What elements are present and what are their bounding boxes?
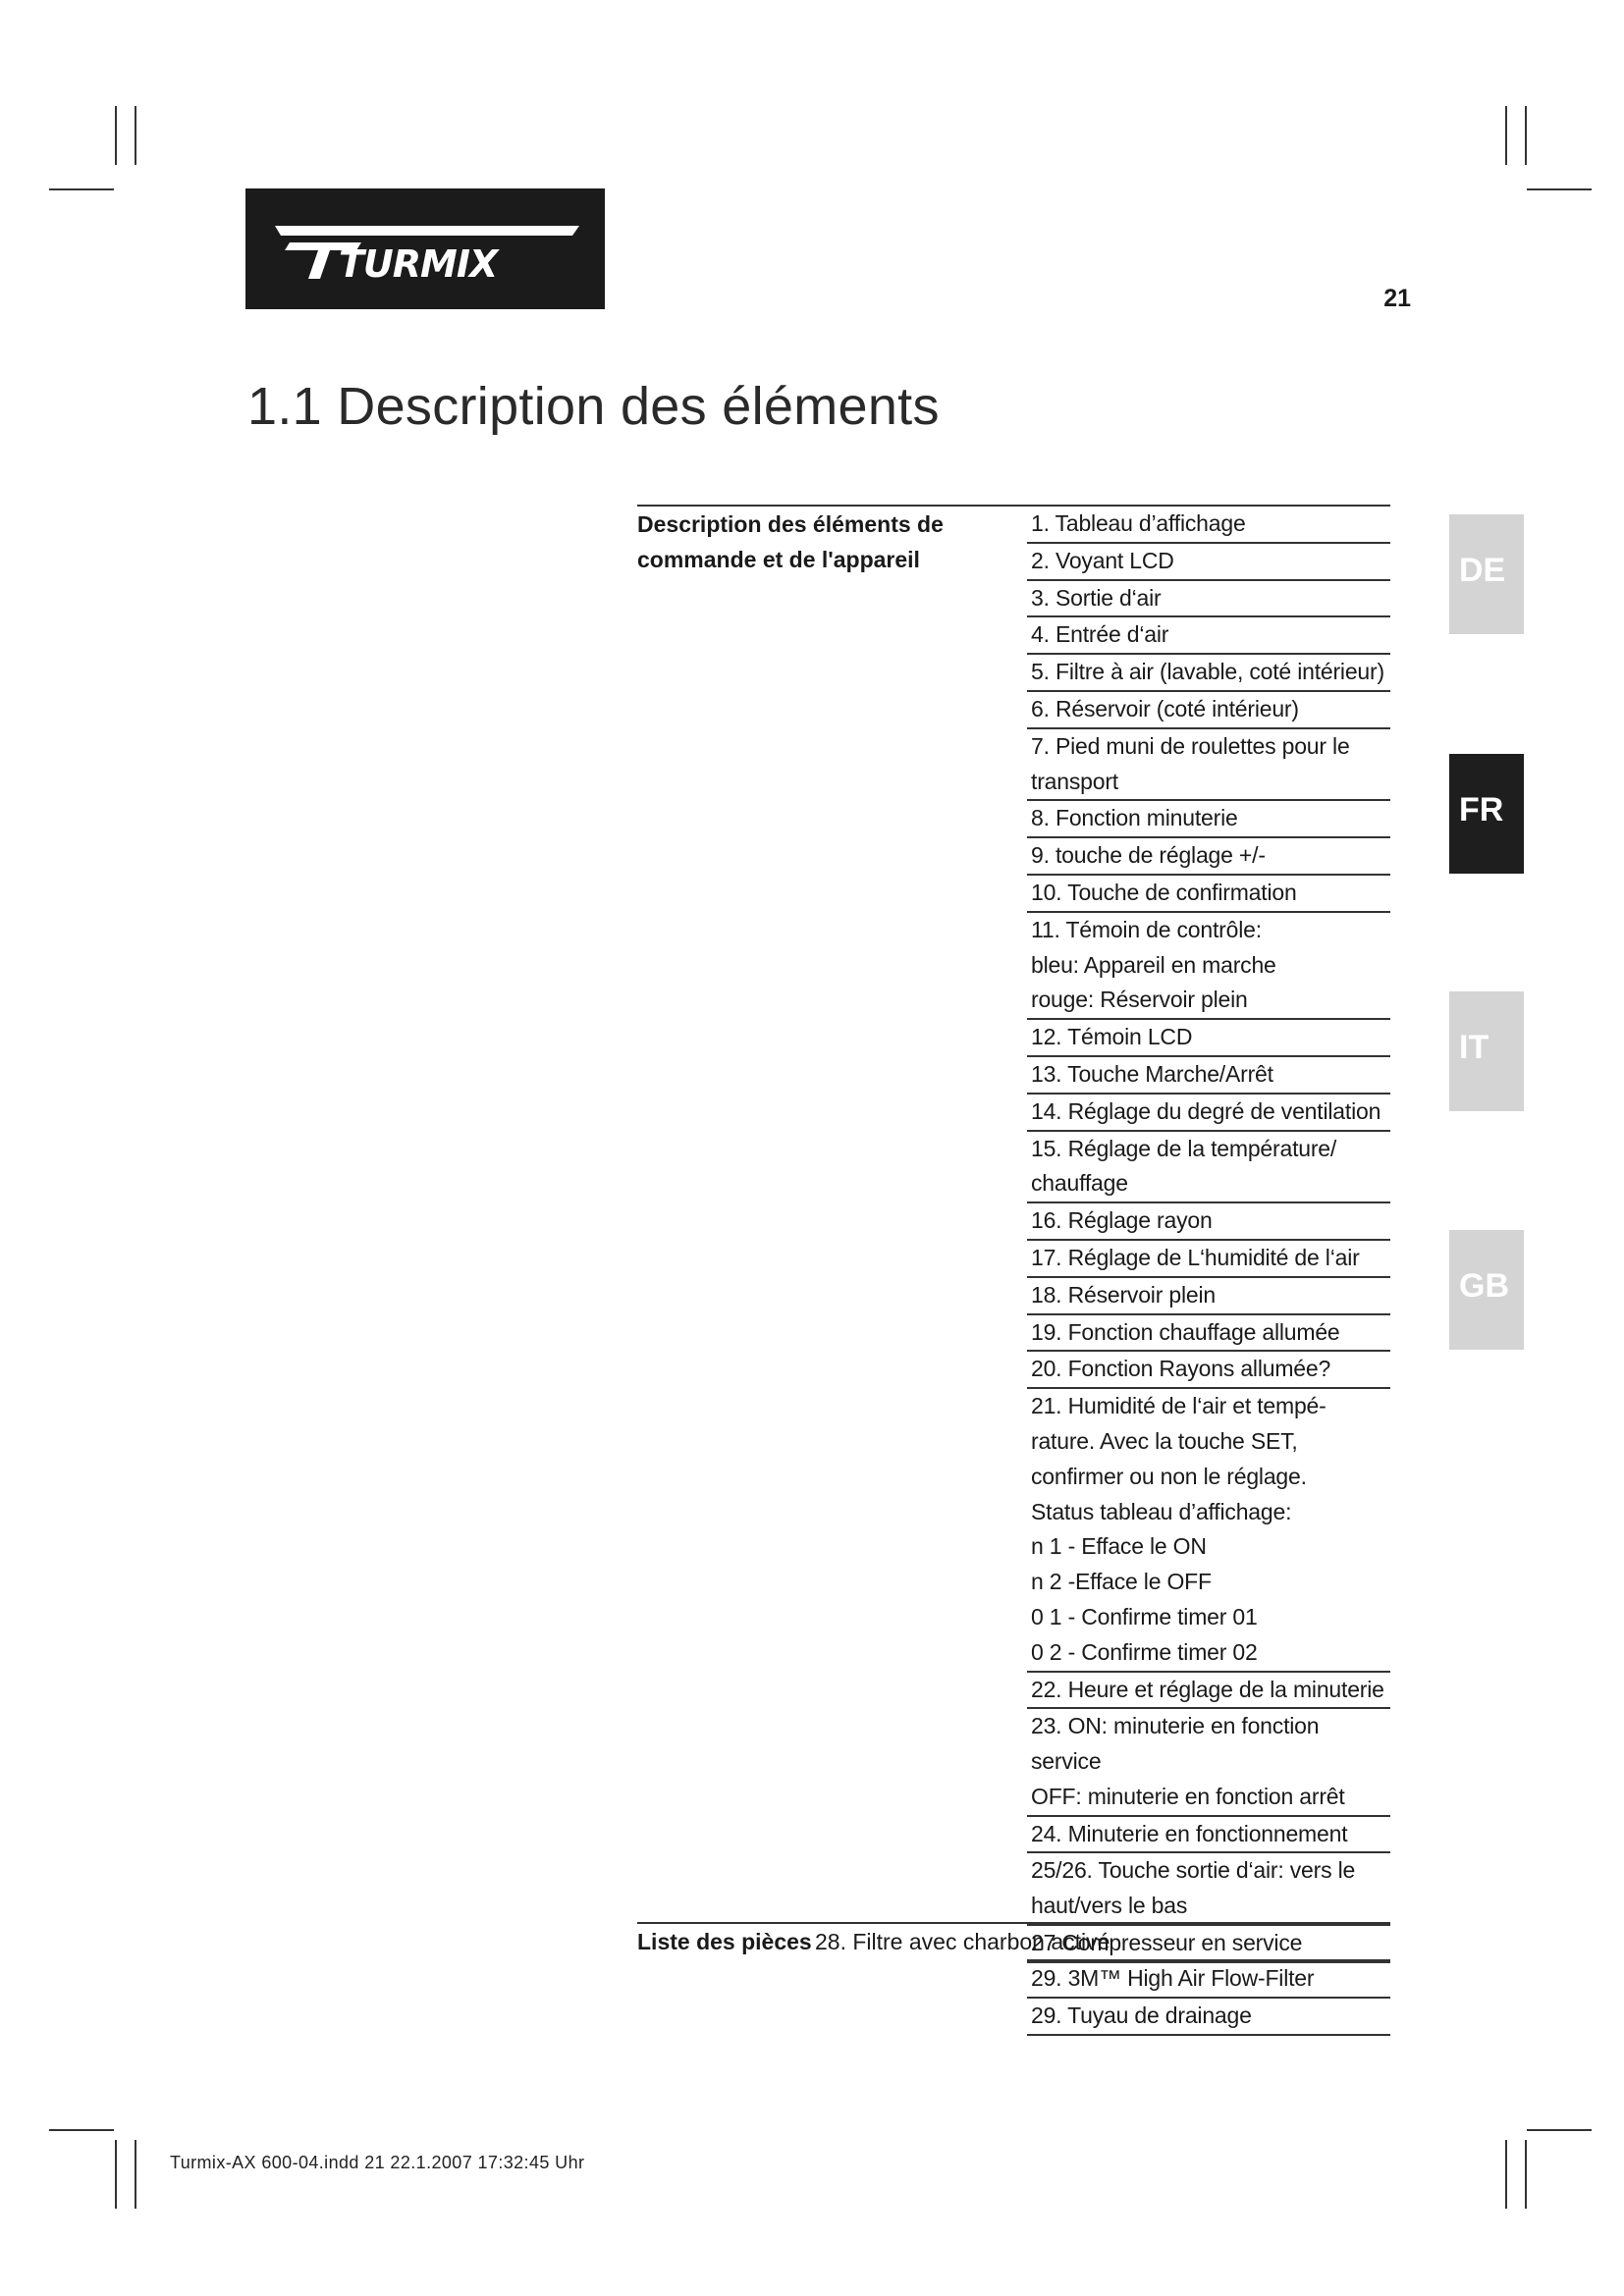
list-item: 17. Réglage de L‘humidité de l‘air xyxy=(1027,1241,1390,1278)
list-item: 29. Tuyau de drainage xyxy=(1027,1999,1390,2036)
description-items xyxy=(1027,507,1390,1963)
description-label: Description des éléments de commande et de l'appareil xyxy=(637,511,944,572)
parts-items xyxy=(1027,1961,1390,2036)
list-item: 25/26. Touche sortie d‘air: vers le haut/vers le bas xyxy=(1027,1853,1390,1926)
list-item: 9. touche de réglage +/- xyxy=(1027,838,1390,876)
crop-mark xyxy=(1505,2140,1507,2209)
crop-mark xyxy=(115,2140,117,2209)
crop-mark xyxy=(135,2140,136,2209)
list-item: 22. Heure et réglage de la minuterie xyxy=(1027,1673,1390,1710)
crop-mark xyxy=(135,106,136,165)
list-item: 2. Voyant LCD xyxy=(1027,544,1390,581)
crop-mark xyxy=(1527,188,1592,190)
list-item: 21. Humidité de l‘air et tempé- rature. Avec la touche SET, confirmer ou non le réglage. Status tableau d’affichage: n 1 - Efface le ON n 2 -Efface le OFF 0 1 - Confirme timer 01 0 2 - Confirme timer 02 xyxy=(1027,1389,1390,1672)
list-item: 6. Réservoir (coté intérieur) xyxy=(1027,692,1390,729)
crop-mark xyxy=(1505,106,1507,165)
list-item: 19. Fonction chauffage allumée xyxy=(1027,1315,1390,1353)
list-item: 15. Réglage de la température/ chauffage xyxy=(1027,1132,1390,1204)
list-item: 14. Réglage du degré de ventilation xyxy=(1027,1095,1390,1132)
turmix-logo xyxy=(245,188,605,309)
list-item: 24. Minuterie en fonctionnement xyxy=(1027,1817,1390,1854)
list-item: 3. Sortie d‘air xyxy=(1027,581,1390,618)
list-item: 12. Témoin LCD xyxy=(1027,1020,1390,1057)
list-item: 29. 3M™ High Air Flow-Filter xyxy=(1027,1961,1390,1999)
list-item: 7. Pied muni de roulettes pour le transport xyxy=(1027,729,1390,802)
list-item: 27 Compresseur en service xyxy=(1027,1926,1390,1963)
crop-mark xyxy=(49,188,114,190)
turmix-logo-graphic xyxy=(245,188,605,309)
section-title: 1.1 Description des éléments xyxy=(247,377,940,436)
lang-tab-fr[interactable]: FR xyxy=(1449,754,1524,874)
page-number: 21 xyxy=(1383,285,1411,312)
parts-label: Liste des pièces xyxy=(637,1929,812,1954)
list-item: 4. Entrée d‘air xyxy=(1027,617,1390,655)
list-item: 8. Fonction minuterie xyxy=(1027,801,1390,838)
list-item: 10. Touche de confirmation xyxy=(1027,876,1390,913)
list-item: 18. Réservoir plein xyxy=(1027,1278,1390,1315)
crop-mark xyxy=(1525,2140,1527,2209)
list-item: 23. ON: minuterie en fonction service OFF: minuterie en fonction arrêt xyxy=(1027,1709,1390,1816)
logo-wordmark: TURMIX xyxy=(339,242,498,286)
lang-tab-de[interactable]: DE xyxy=(1449,514,1524,634)
list-item: 11. Témoin de contrôle: bleu: Appareil en marche rouge: Réservoir plein xyxy=(1027,913,1390,1020)
crop-mark xyxy=(115,106,117,165)
crop-mark xyxy=(1527,2129,1592,2131)
parts-first-item: 28. Filtre avec charbon activé xyxy=(815,1929,1110,1954)
lang-tab-gb[interactable]: GB xyxy=(1449,1230,1524,1350)
list-item: 5. Filtre à air (lavable, coté intérieur) xyxy=(1027,655,1390,692)
list-item: 16. Réglage rayon xyxy=(1027,1203,1390,1241)
list-item: 13. Touche Marche/Arrêt xyxy=(1027,1057,1390,1095)
crop-mark xyxy=(1525,106,1527,165)
list-item: 1. Tableau d’affichage xyxy=(1027,507,1390,544)
list-item: 20. Fonction Rayons allumée? xyxy=(1027,1352,1390,1389)
lang-tab-it[interactable]: IT xyxy=(1449,991,1524,1111)
crop-mark xyxy=(49,2129,114,2131)
print-footer: Turmix-AX 600-04.indd 21 22.1.2007 17:32:45 Uhr xyxy=(170,2153,585,2172)
